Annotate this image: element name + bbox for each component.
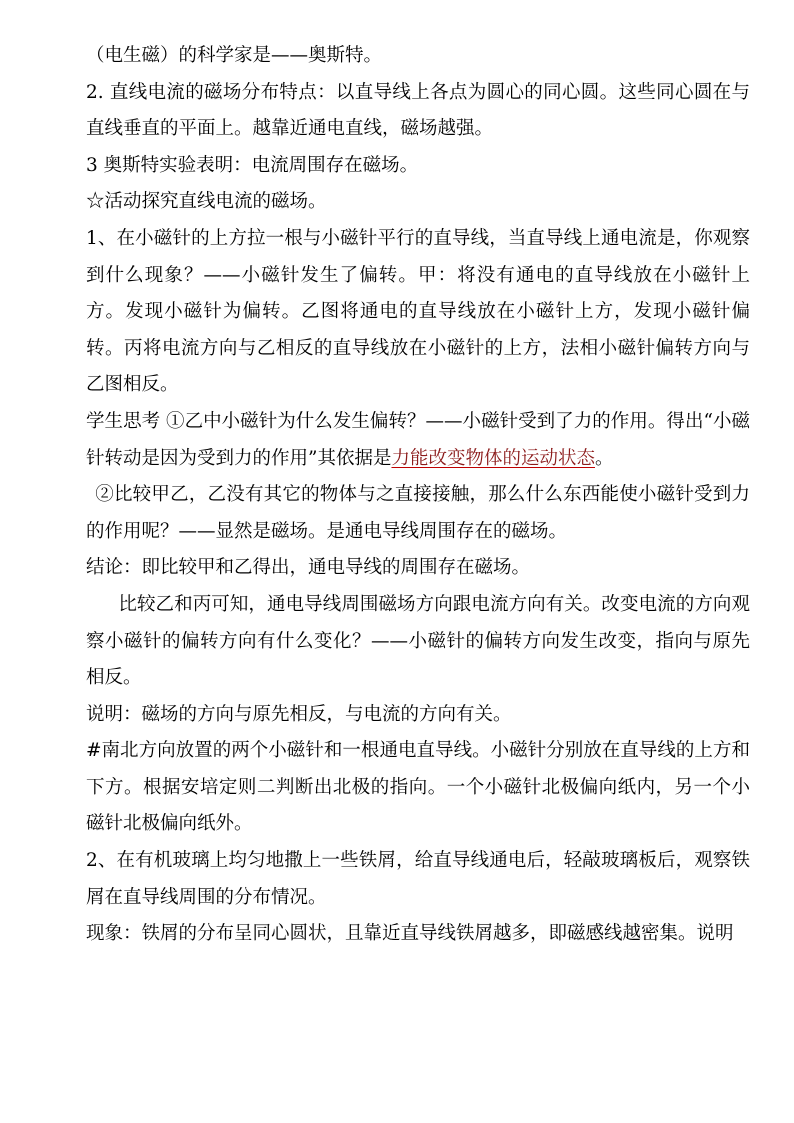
- paragraph-activity-heading: ☆活动探究直线电流的磁场。: [86, 191, 327, 213]
- paragraph-compare-jia-yi: ②比较甲乙，乙没有其它的物体与之直接接触，那么什么东西能使小磁针受到力的作用呢？——显然是磁场。是通电导线周围存在的磁场。: [86, 484, 750, 542]
- paragraph-explanation: 说明：磁场的方向与原先相反，与电流的方向有关。: [86, 703, 512, 725]
- paragraph-conclusion: 结论：即比较甲和乙得出，通电导线的周围存在磁场。: [86, 557, 531, 579]
- student-thinking-text: 学生思考 ①乙中小磁针为什么发生偏转？——小磁针受到了力的作用。得出“小磁针转动是因为受到力的作用”其依据是: [86, 410, 750, 469]
- underlined-reason: 力能改变物体的运动状态: [391, 447, 595, 469]
- paragraph-two-needles: #南北方向放置的两个小磁针和一根通电直导线。小磁针分别放在直导线的上方和下方。根据安培定则二判断出北极的指向。一个小磁针北极偏向纸内，另一个小磁针北极偏向纸外。: [86, 740, 750, 835]
- paragraph-scientist: （电生磁）的科学家是——奥斯特。: [86, 45, 383, 66]
- paragraph-experiment-2: 2、在有机玻璃上均匀地撒上一些铁屑，给直导线通电后，轻敲玻璃板后，观察铁屑在直导线周围的分布情况。: [86, 850, 750, 908]
- paragraph-phenomenon: 现象：铁屑的分布呈同心圆状，且靠近直导线铁屑越多，即磁感线越密集。说明: [86, 923, 734, 945]
- document-page: [86, 38, 750, 953]
- paragraph-student-thinking: [86, 404, 750, 477]
- student-thinking-end: 。: [594, 447, 614, 469]
- paragraph-oersted-experiment: 3 奥斯特实验表明：电流周围存在磁场。: [86, 154, 419, 176]
- paragraph-compare-yi-bing: 比较乙和丙可知，通电导线周围磁场方向跟电流方向有关。改变电流的方向观察小磁针的偏转方向有什么变化？——小磁针的偏转方向发生改变，指向与原先相反。: [86, 593, 750, 689]
- paragraph-experiment-1: 1、在小磁针的上方拉一根与小磁针平行的直导线，当直导线上通电流是，你观察到什么现象？——小磁针发生了偏转。甲：将没有通电的直导线放在小磁针上方。发现小磁针为偏转。乙图将通电的直导线放在小磁针上方，发现小磁针偏转。丙将电流方向与乙相反的直导线放在小磁针的上方，法相小磁针偏转方向与乙图相反。: [86, 227, 750, 396]
- paragraph-line-current-field: 2. 直线电流的磁场分布特点：以直导线上各点为圆心的同心圆。这些同心圆在与直线垂直的平面上。越靠近通电直线，磁场越强。: [86, 81, 750, 140]
